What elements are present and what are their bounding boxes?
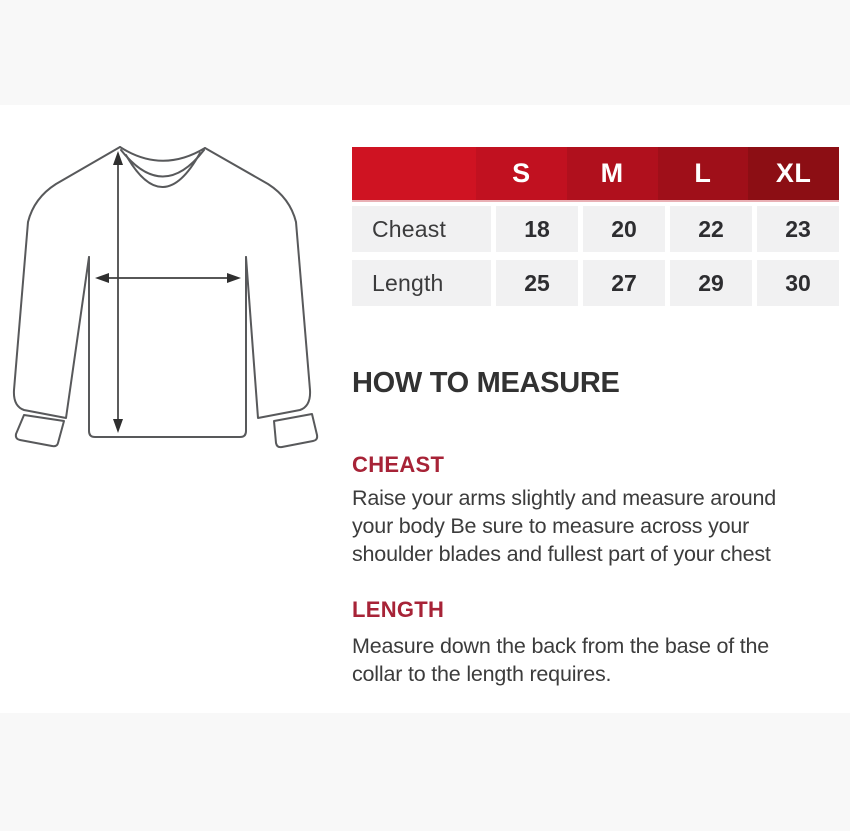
shirt-right-outline <box>205 148 310 418</box>
long-sleeve-shirt-icon <box>6 122 338 458</box>
chest-value-m: 20 <box>583 206 665 252</box>
size-column-xl: XL <box>748 147 839 200</box>
length-text-line-1: Measure down the back from the base of the <box>352 634 770 658</box>
size-column-s: S <box>476 147 567 200</box>
chest-section-text <box>352 484 776 568</box>
length-arrow-icon <box>113 151 123 433</box>
length-text-line-2: collar to the length requires. <box>352 662 612 686</box>
length-value-s: 25 <box>496 260 578 306</box>
chest-value-l: 22 <box>670 206 752 252</box>
chest-section-heading: CHEAST <box>352 452 445 477</box>
chest-value-s: 18 <box>496 206 578 252</box>
row-label-length: Length <box>352 260 491 306</box>
shirt-left-outline <box>14 147 120 418</box>
shirt-diagram <box>6 122 338 458</box>
length-value-xl: 30 <box>757 260 839 306</box>
chest-text-line-2: your body Be sure to measure across your <box>352 514 750 538</box>
size-table-header <box>352 147 839 200</box>
chest-value-xl: 23 <box>757 206 839 252</box>
chest-arrow-icon <box>95 273 241 283</box>
table-row-chest <box>352 206 839 252</box>
how-to-measure-heading: HOW TO MEASURE <box>352 367 620 399</box>
collar-outer-arc <box>120 147 205 161</box>
shirt-body-outline <box>89 257 246 437</box>
table-corner-cell <box>352 147 476 200</box>
size-column-l: L <box>658 147 749 200</box>
length-section-heading: LENGTH <box>352 597 445 622</box>
chest-text-line-3: shoulder blades and fullest part of your chest <box>352 542 771 566</box>
row-label-chest: Cheast <box>352 206 491 252</box>
length-section-text <box>352 632 769 688</box>
collar-inner-arc <box>126 153 200 187</box>
length-value-m: 27 <box>583 260 665 306</box>
table-row-length <box>352 260 839 306</box>
right-cuff <box>274 414 317 447</box>
size-table <box>352 147 839 306</box>
left-cuff <box>16 415 64 446</box>
size-column-m: M <box>567 147 658 200</box>
chest-text-line-1: Raise your arms slightly and measure around <box>352 486 776 510</box>
length-value-l: 29 <box>670 260 752 306</box>
